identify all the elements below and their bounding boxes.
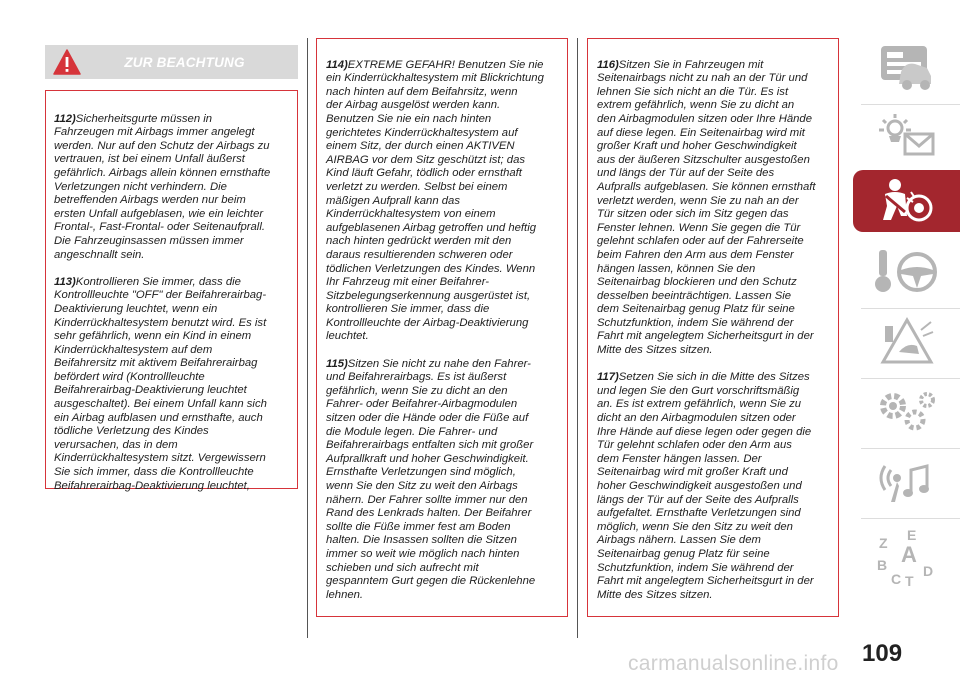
tab-separator — [861, 308, 960, 309]
warning-item-116 — [597, 59, 832, 358]
watermark: carmanualsonline.info — [628, 652, 839, 675]
item-number: 112) — [54, 112, 76, 125]
chapter-tab-emergency[interactable] — [853, 310, 960, 372]
item-text: Kontrollieren Sie immer, dass die Kontrollleuchte "OFF" der Beifahrerairbag- Deaktivierung leuchtet, wenn ein Kinderrückhaltesystem benutzt wird. Es ist sehr gefährlich, wenn ein Kind in einem Kinderrückhaltesystem auf dem Beifahrersitz mit aktivem Beifahrerairbag befördert wird (Kontrollleuchte Beifahrerairbag-Deaktivierung leuchtet ausgeschaltet). Bei einem Unfall kann sich ein Airbag aufblasen und ernsthafte, auch tödliche Verletzung des Kindes verursachen, das in dem Kinderrückhaltesystem sitzt. Vergewissern Sie sich immer, dass die Kontrollleuchte Beifahrerairbag-Deaktivierung leuchtet, — [54, 275, 267, 492]
item-number: 117) — [597, 371, 619, 384]
chapter-tab-vehicle[interactable] — [853, 36, 960, 98]
index-letter: D — [923, 563, 934, 579]
index-letter: A — [901, 542, 917, 567]
tab-separator — [861, 378, 960, 379]
index-letter: E — [907, 527, 917, 543]
item-text: EXTREME GEFAHR! Benutzen Sie nie ein Kinderrückhaltesystem mit Blickrichtung nach hinten auf dem Beifahrsitz, wenn der Airbag ausgelöst werden kann. Benutzen Sie nie ein nach hinten gerichtetes Kinderrückhaltesystem auf einem Sitz, der durch einen AKTIVEN AIRBAG vor dem Sitz geschützt ist; das Kind läuft Gefahr, tödlich oder ernsthaft verletzt zu werden. Selbst bei einem mäßigen Aufprall kann das Kinderrückhaltesystem von einem aufgeblasenen Airbag getroffen und heftig nach hinten gedrückt werden mit den daraus resultierenden schweren oder tödlichen Verletzungen des Kindes. Wenn Ihr Fahrzeug mit einer Beifahrer- Sitzbelegungserkennung ausgerüstet ist, kontrollieren Sie immer, dass die Kontrollleuchte der Airbag-Deaktivierung leuchtet. — [326, 58, 544, 343]
index-letter: B — [877, 557, 888, 573]
chapter-sidebar — [853, 36, 960, 638]
tab-separator — [861, 518, 960, 519]
multimedia-icon — [871, 456, 941, 508]
column-divider — [307, 38, 308, 638]
item-text: Setzen Sie sich in die Mitte des Sitzes und legen Sie den Gurt vorschriftsmäßig an. Es ist extrem gefährlich, wenn Sie zu dicht an den Airbagmodulen sitzen oder Ihre Hände auf diese legen oder gegen die Tür gelehnt schlafen oder den Arm aus dem Fenster hängen lassen. Der Seitenairbag wird mit großer Kraft und hoher Geschwindigkeit ausgestoßen und längs der Tür auf der Seite des Aufpralls aufgefaltet. Ernsthafte Verletzungen sind möglich, wenn Sie den Sitz zu weit den Airbags nähern. Lassen Sie dem Seitenairbag genug Platz für seine Schutzfunktion, indem Sie während der Fahrt mit angelegtem Sicherheitsgurt in der Mitte des Sitzes sitzen. — [597, 371, 814, 601]
key-steering-wheel-icon — [871, 246, 941, 298]
warning-lights-icon — [871, 112, 941, 164]
chapter-tab-warning-lights[interactable] — [853, 106, 960, 168]
chapter-tab-multimedia[interactable] — [853, 450, 960, 512]
item-number: 116) — [597, 58, 619, 71]
warning-box-col1 — [45, 90, 298, 492]
item-number: 115) — [326, 357, 348, 370]
warning-item-113 — [54, 276, 291, 494]
car-dashboard-icon — [871, 42, 941, 94]
item-text: Sicherheitsgurte müssen in Fahrzeugen mit Airbags immer angelegt werden. Nur auf den Schutz der Airbags zu vertrauen, ist bei einem Unfall äußerst gefährlich. Airbags allein können ernsthafte Verletzungen nicht verhindern. Die betreffenden Airbags werden nur beim ersten Unfall aufgeblasen, wie ein leichter Frontal-, Fast-Frontal- oder Seitenaufprall. Die Fahrzeuginsassen müssen immer angeschnallt sein. — [54, 112, 271, 261]
warning-header — [45, 45, 298, 79]
chapter-tab-maintenance[interactable] — [853, 380, 960, 442]
warning-text-col3 — [597, 45, 832, 616]
page-number: 109 — [862, 640, 903, 667]
warning-item-114 — [326, 59, 561, 344]
warning-text-col2 — [326, 45, 561, 616]
column-divider — [577, 38, 578, 638]
warning-box-col3 — [587, 38, 839, 617]
roadside-emergency-icon — [871, 316, 941, 368]
index-letter: C — [891, 571, 902, 587]
warning-text-col1 — [54, 99, 291, 507]
tab-separator — [861, 104, 960, 105]
item-number: 113) — [54, 275, 76, 288]
tab-separator — [861, 448, 960, 449]
warning-item-112 — [54, 113, 291, 263]
alphabetical-index-icon — [871, 526, 941, 588]
item-number: 114) — [326, 58, 348, 71]
warning-item-115 — [326, 358, 561, 603]
item-text: Sitzen Sie in Fahrzeugen mit Seitenairbags nicht zu nah an der Tür und lehnen Sie sich nicht an die Tür. Es ist extrem gefährlich, wenn Sie zu dicht an den Airbagmodulen sitzen oder Ihre Hände auf diese legen. Ein Seitenairbag wird mit großer Kraft und hoher Geschwindigkeit aus der äußeren Sitzschulter ausgestoßen und längs der Tür auf der Seite des Aufpralls aufgeblasen. Sie können ernsthaft verletzt werden, wenn Sie zu nah an der Tür sitzen oder sich im Sitz gegen das Fenster lehnen. Wenn Sie gegen die Tür gelehnt schlafen oder auf der Fahrerseite beim Fahren den Arm aus dem Fenster hängen lassen, können Sie den Seitenairbag blockieren und den Schutz desselben beeinträchtigen. Lassen Sie dem Seitenairbag genug Platz für seine Schutzfunktion, indem Sie während der Fahrt mit angelegtem Sicherheitsgurt in der Mitte des Sitzes sitzen. — [597, 58, 816, 357]
warning-item-117 — [597, 371, 832, 602]
maintenance-gears-icon — [871, 386, 941, 438]
warning-box-col2 — [316, 38, 568, 617]
warning-title: ZUR BEACHTUNG — [124, 54, 245, 70]
chapter-tab-index[interactable] — [853, 520, 960, 588]
item-text: Sitzen Sie nicht zu nahe den Fahrer- und Beifahrerairbags. Es ist äußerst gefährlich, wenn Sie zu dicht an den Fahrer- oder Beifahrer-Airbagmodulen sitzen oder die Hände oder die Füße auf die Module legen. Die Fahrer- und Beifahrerairbags entfalten sich mit großer Aufprallkraft und hoher Geschwindigkeit. Ernsthafte Verletzungen sind möglich, wenn Sie den Sitz zu weit den Airbags nähern. Der Fahrer sollte immer nur den Rand des Lenkrads halten. Der Beifahrer sollte die Füße immer fest am Boden halten. Die Insassen sollten die Sitzen immer so weit wie möglich nach hinten schieben und sich aufrecht mit gespanntem Gurt gegen die Rückenlehne lehnen. — [326, 357, 536, 601]
seatbelt-airbag-icon — [871, 176, 941, 228]
chapter-tab-safety[interactable] — [853, 170, 960, 232]
index-letter: T — [905, 573, 914, 588]
chapter-tab-starting-driving[interactable] — [853, 240, 960, 302]
index-letter: Z — [879, 535, 888, 551]
